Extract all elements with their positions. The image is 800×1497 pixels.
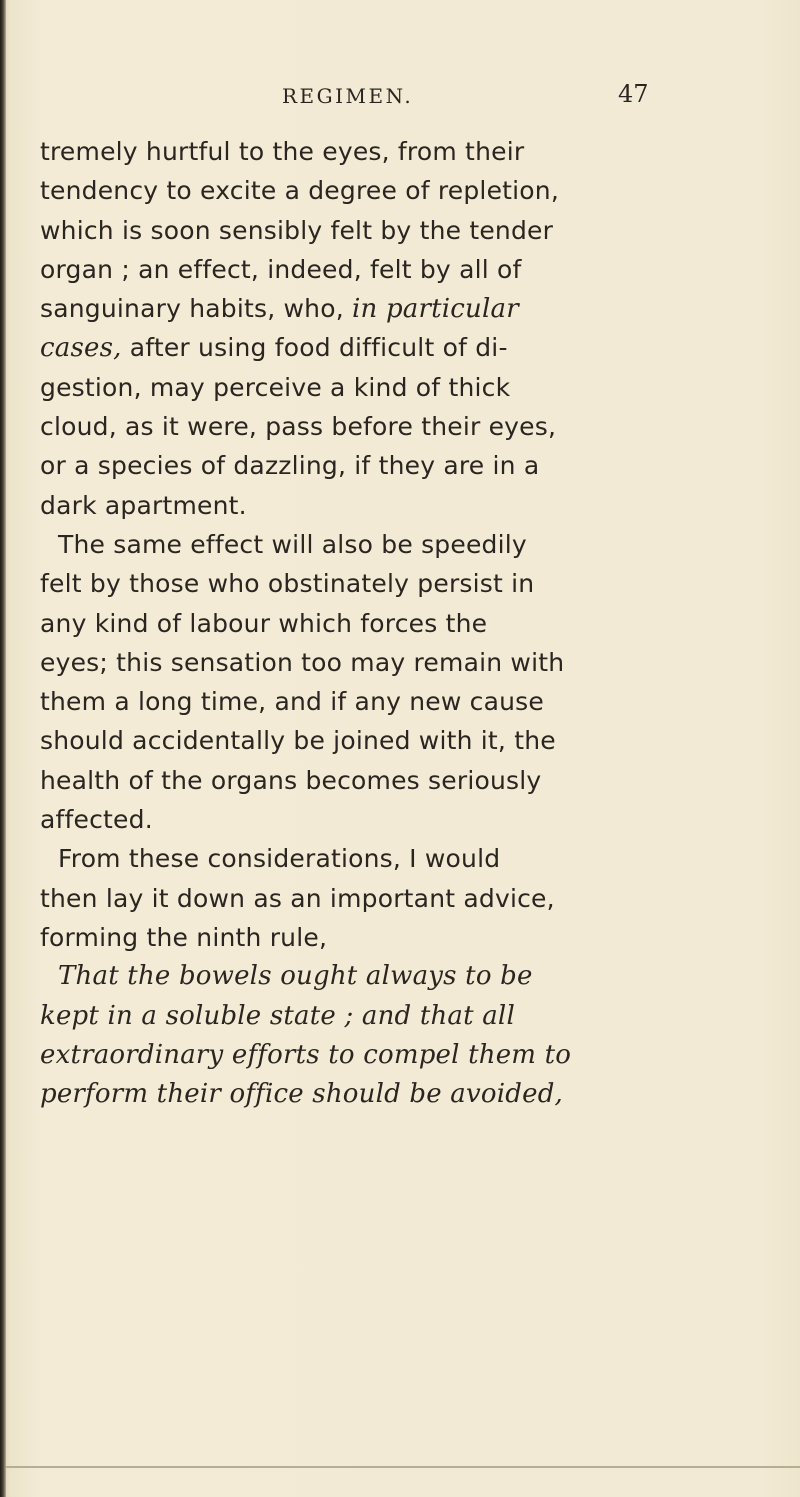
page-spine-edge bbox=[0, 0, 6, 1497]
body-text bbox=[40, 132, 660, 1114]
text-line: affected. bbox=[40, 805, 153, 835]
rule-text-line: kept in a soluble state ; and that all bbox=[40, 1000, 515, 1031]
paragraph-first-line: The same effect will also be speedily bbox=[58, 529, 527, 559]
rule-text-line: That the bowels ought always to be bbox=[58, 961, 533, 992]
italic-text: in particular bbox=[352, 294, 519, 325]
paragraph-first-line: From these considerations, I would bbox=[58, 844, 501, 874]
text-line: tendency to excite a degree of repletion, bbox=[40, 176, 559, 206]
running-head: REGIMEN. bbox=[282, 84, 414, 108]
text-line bbox=[40, 289, 660, 328]
page-header bbox=[0, 80, 800, 118]
text-line bbox=[40, 328, 660, 367]
page-bottom-edge bbox=[6, 1466, 800, 1468]
rule-text-line: extraordinary efforts to compel them to bbox=[40, 1039, 572, 1070]
text-span: sanguinary habits, who, bbox=[40, 294, 344, 324]
text-line: should accidentally be joined with it, the bbox=[40, 726, 556, 756]
text-line: organ ; an effect, indeed, felt by all of bbox=[40, 254, 522, 284]
italic-text: cases, bbox=[40, 333, 122, 364]
text-line: eyes; this sensation too may remain with bbox=[40, 647, 565, 677]
text-line: health of the organs becomes seriously bbox=[40, 765, 542, 795]
text-line: cloud, as it were, pass before their eyes, bbox=[40, 412, 557, 442]
page-number: 47 bbox=[618, 80, 649, 108]
text-line: felt by those who obstinately persist in bbox=[40, 569, 535, 599]
text-span: after using food difficult of di- bbox=[129, 333, 508, 363]
text-line: them a long time, and if any new cause bbox=[40, 687, 544, 717]
text-line: dark apartment. bbox=[40, 490, 247, 520]
text-line: gestion, may perceive a kind of thick bbox=[40, 372, 511, 402]
text-line: tremely hurtful to the eyes, from their bbox=[40, 137, 525, 166]
rule-text-line: perform their office should be avoided, bbox=[40, 1079, 564, 1110]
text-line: which is soon sensibly felt by the tender bbox=[40, 215, 554, 245]
text-line: or a species of dazzling, if they are in a bbox=[40, 451, 540, 481]
text-line: any kind of labour which forces the bbox=[40, 608, 488, 638]
text-line: then lay it down as an important advice, bbox=[40, 883, 555, 913]
text-line: forming the ninth rule, bbox=[40, 922, 328, 952]
